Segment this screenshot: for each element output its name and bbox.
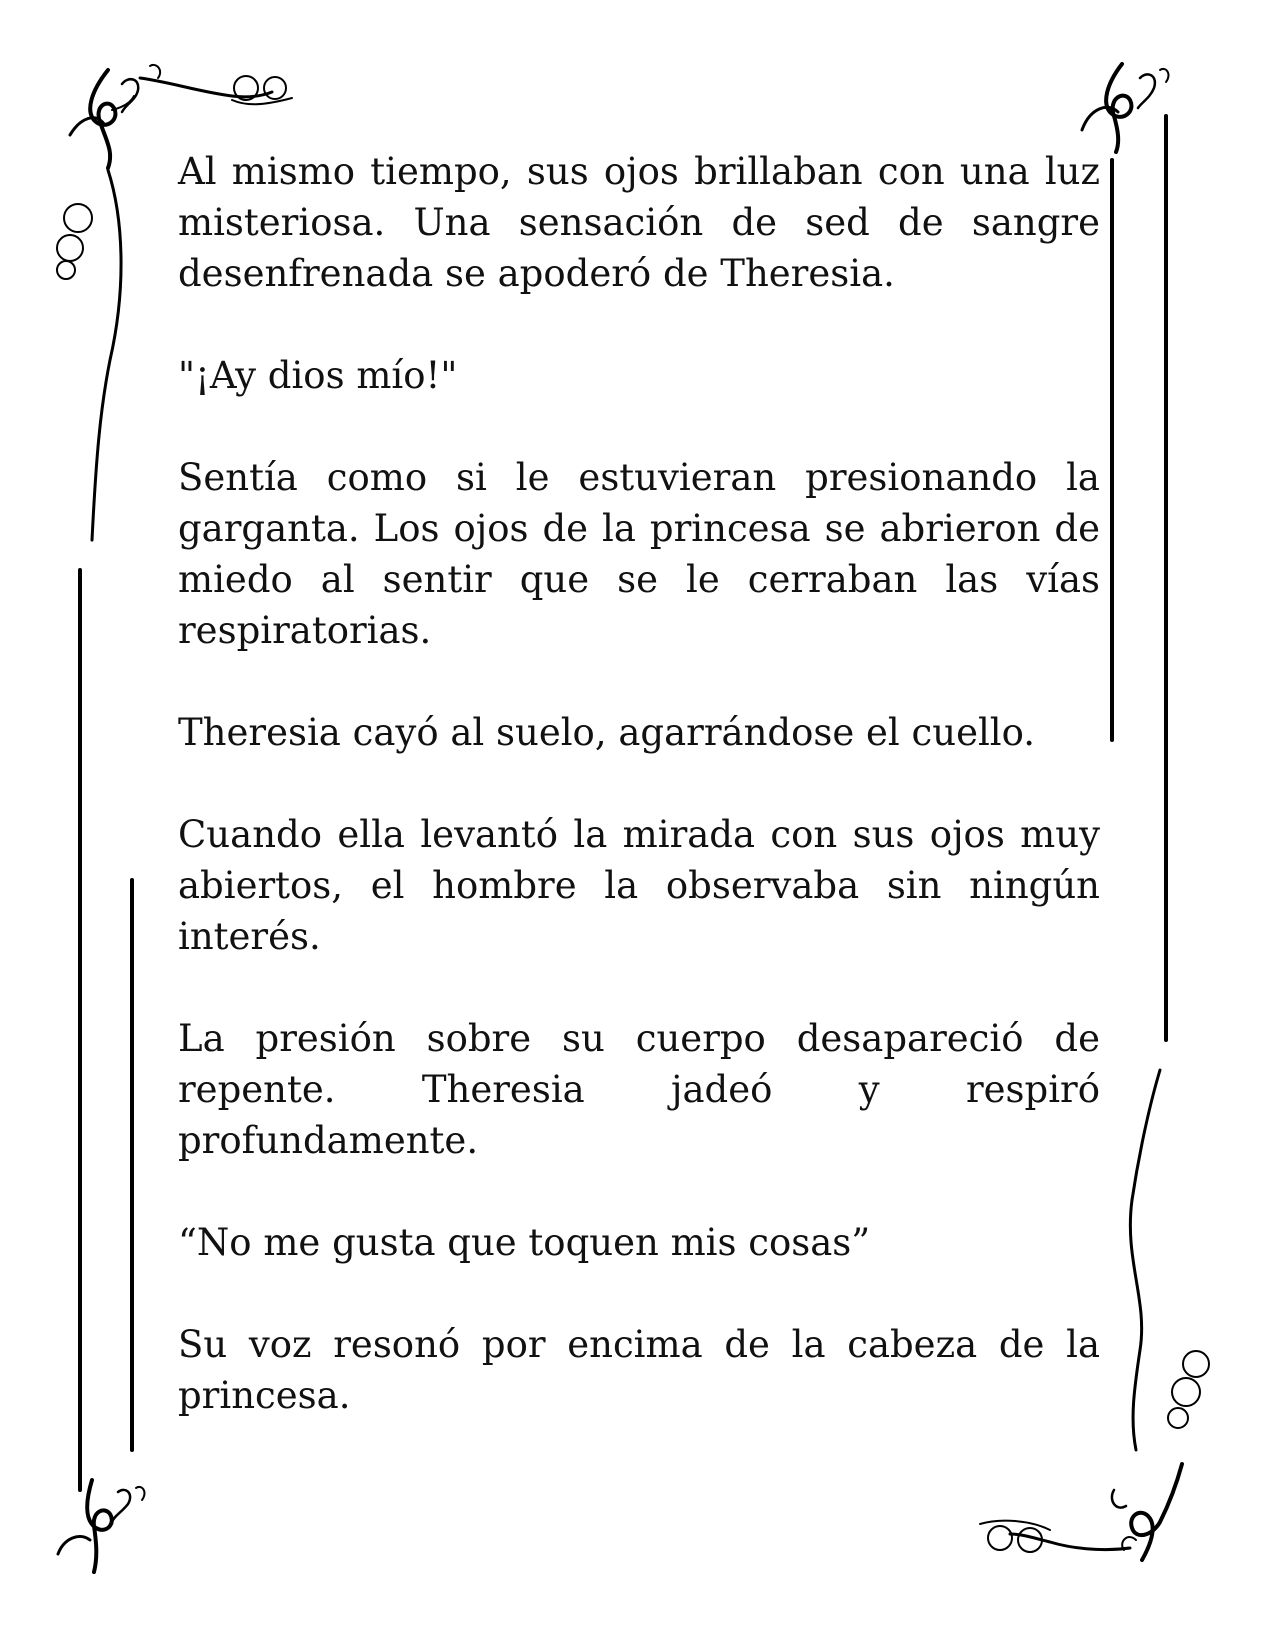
paragraph-4: Theresia cayó al suelo, agarrándose el cuello. [178,711,1036,754]
paragraph-8: Su voz resonó por encima de la cabeza de la princesa. [178,1323,1100,1417]
body-text [178,146,1100,1472]
bottom-left-flourish-ornament [58,1480,144,1572]
paragraph-1: Al mismo tiempo, sus ojos brillaban con una luz misteriosa. Una sensación de sed de sangre desenfrenada se apoderó de Theresia. [178,150,1100,295]
paragraph-7: “No me gusta que toquen mis cosas” [178,1221,871,1264]
top-right-flourish-ornament [1082,64,1168,152]
paragraph-3: Sentía como si le estuvieran presionando la garganta. Los ojos de la princesa se abrieron de miedo al sentir que se le cerraban las vías respiratorias. [178,456,1100,652]
paragraph-5: Cuando ella levantó la mirada con sus ojos muy abiertos, el hombre la observaba sin ningún interés. [178,813,1100,958]
paragraph-2: "¡Ay dios mío!" [178,354,458,397]
paragraph-6: La presión sobre su cuerpo desapareció de repente. Theresia jadeó y respiró profundamente. [178,1017,1100,1162]
